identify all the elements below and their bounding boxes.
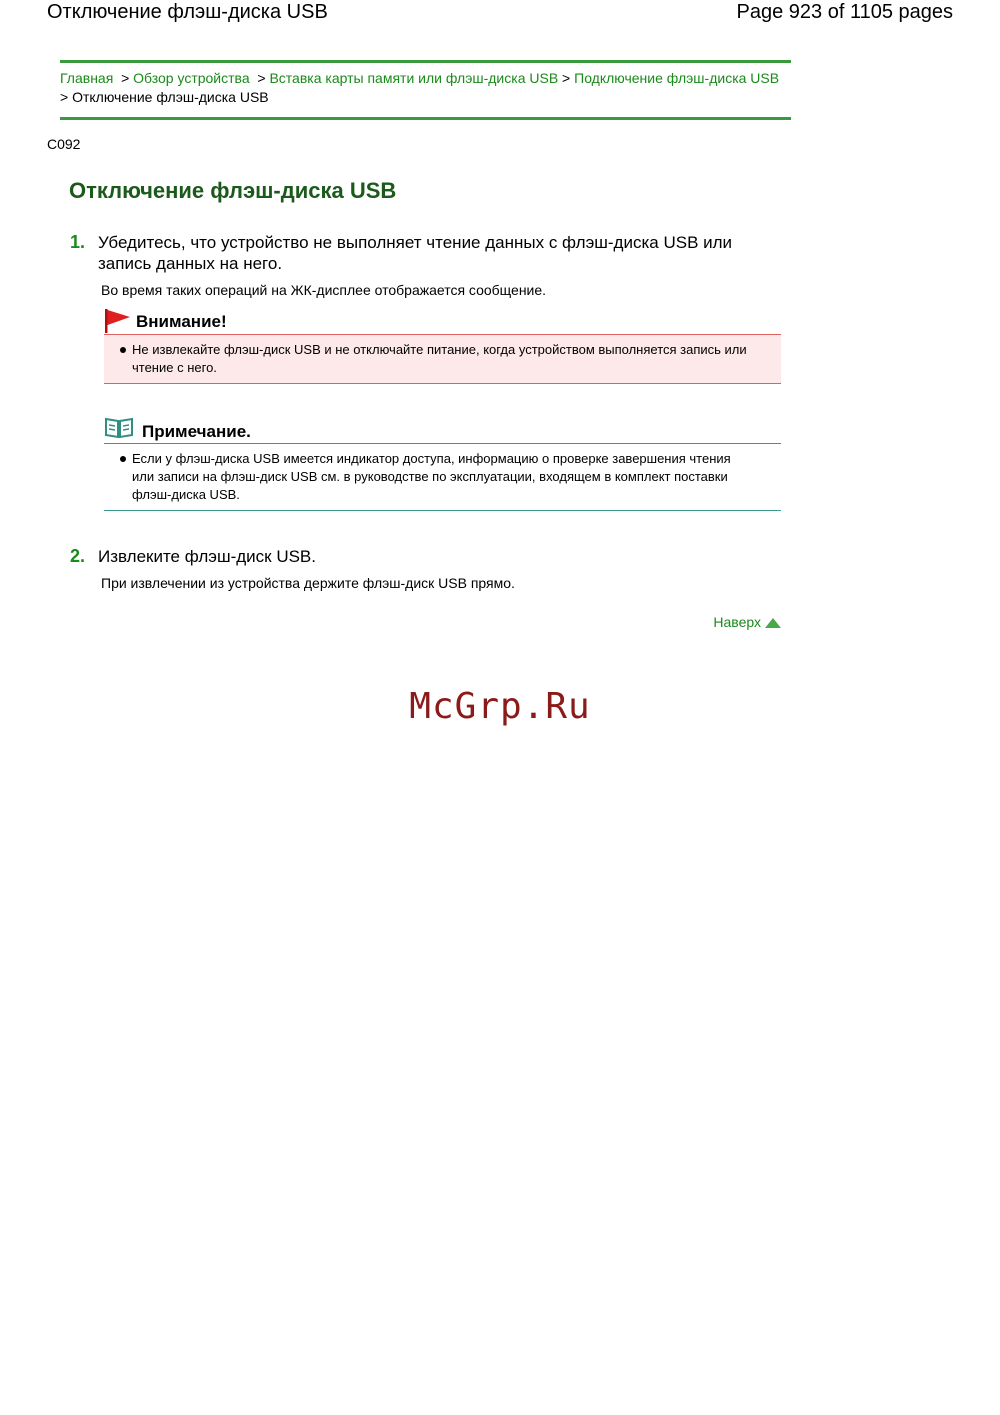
caution-box — [104, 308, 781, 384]
breadcrumb-separator: > — [257, 70, 266, 86]
back-to-top-link[interactable] — [713, 614, 781, 630]
step-title: Убедитесь, что устройство не выполняет чтение данных с флэш-диска USB или запись данных на него. — [98, 233, 733, 273]
caution-label: Внимание! — [136, 312, 227, 331]
step-description: При извлечении из устройства держите флэш-диск USB прямо. — [101, 575, 515, 591]
breadcrumb-separator: > — [121, 70, 130, 86]
document-title: Отключение флэш-диска USB — [47, 1, 328, 23]
note-box — [104, 414, 781, 511]
caution-body — [104, 334, 781, 384]
note-text: Если у флэш-диска USB имеется индикатор доступа, информацию о проверке завершения чтения или записи на флэш-диск USB см. в руководстве по эксплуатации, входящем в комплект поставки флэш-диска USB. — [132, 451, 731, 502]
up-arrow-icon — [765, 618, 781, 628]
step-number: 1. — [70, 232, 86, 252]
breadcrumb-current: Отключение флэш-диска USB — [72, 89, 269, 105]
open-book-icon — [104, 416, 134, 445]
watermark: McGrp.Ru — [409, 686, 591, 727]
breadcrumb-connect-usb-link[interactable]: Подключение флэш-диска USB — [574, 70, 780, 86]
red-flag-icon — [104, 308, 132, 339]
page-number: Page 923 of 1105 pages — [736, 1, 953, 23]
bullet-icon — [120, 456, 126, 462]
page-code: C092 — [47, 136, 81, 152]
step-2 — [70, 546, 790, 596]
breadcrumb-insert-card-link[interactable]: Вставка карты памяти или флэш-диска USB — [269, 70, 559, 86]
back-to-top-label: Наверх — [713, 614, 761, 630]
note-body — [104, 443, 781, 511]
page-header — [47, 0, 953, 30]
caution-header — [104, 308, 781, 334]
bullet-icon — [120, 347, 126, 353]
note-header — [104, 414, 781, 440]
caution-text: Не извлекайте флэш-диск USB и не отключайте питание, когда устройством выполняется запись или чтение с него. — [132, 342, 747, 375]
breadcrumb — [60, 60, 791, 120]
breadcrumb-separator: > — [60, 89, 69, 105]
step-title: Извлеките флэш-диск USB. — [98, 547, 316, 566]
breadcrumb-home-link[interactable]: Главная — [60, 70, 114, 86]
breadcrumb-separator: > — [562, 70, 571, 86]
breadcrumb-overview-link[interactable]: Обзор устройства — [133, 70, 250, 86]
step-number: 2. — [70, 546, 86, 566]
note-item — [104, 450, 781, 504]
page-title: Отключение флэш-диска USB — [69, 178, 397, 203]
caution-item — [104, 341, 781, 377]
note-label: Примечание. — [142, 422, 251, 441]
step-description: Во время таких операций на ЖК-дисплее отображается сообщение. — [101, 282, 547, 298]
step-1 — [70, 232, 790, 302]
